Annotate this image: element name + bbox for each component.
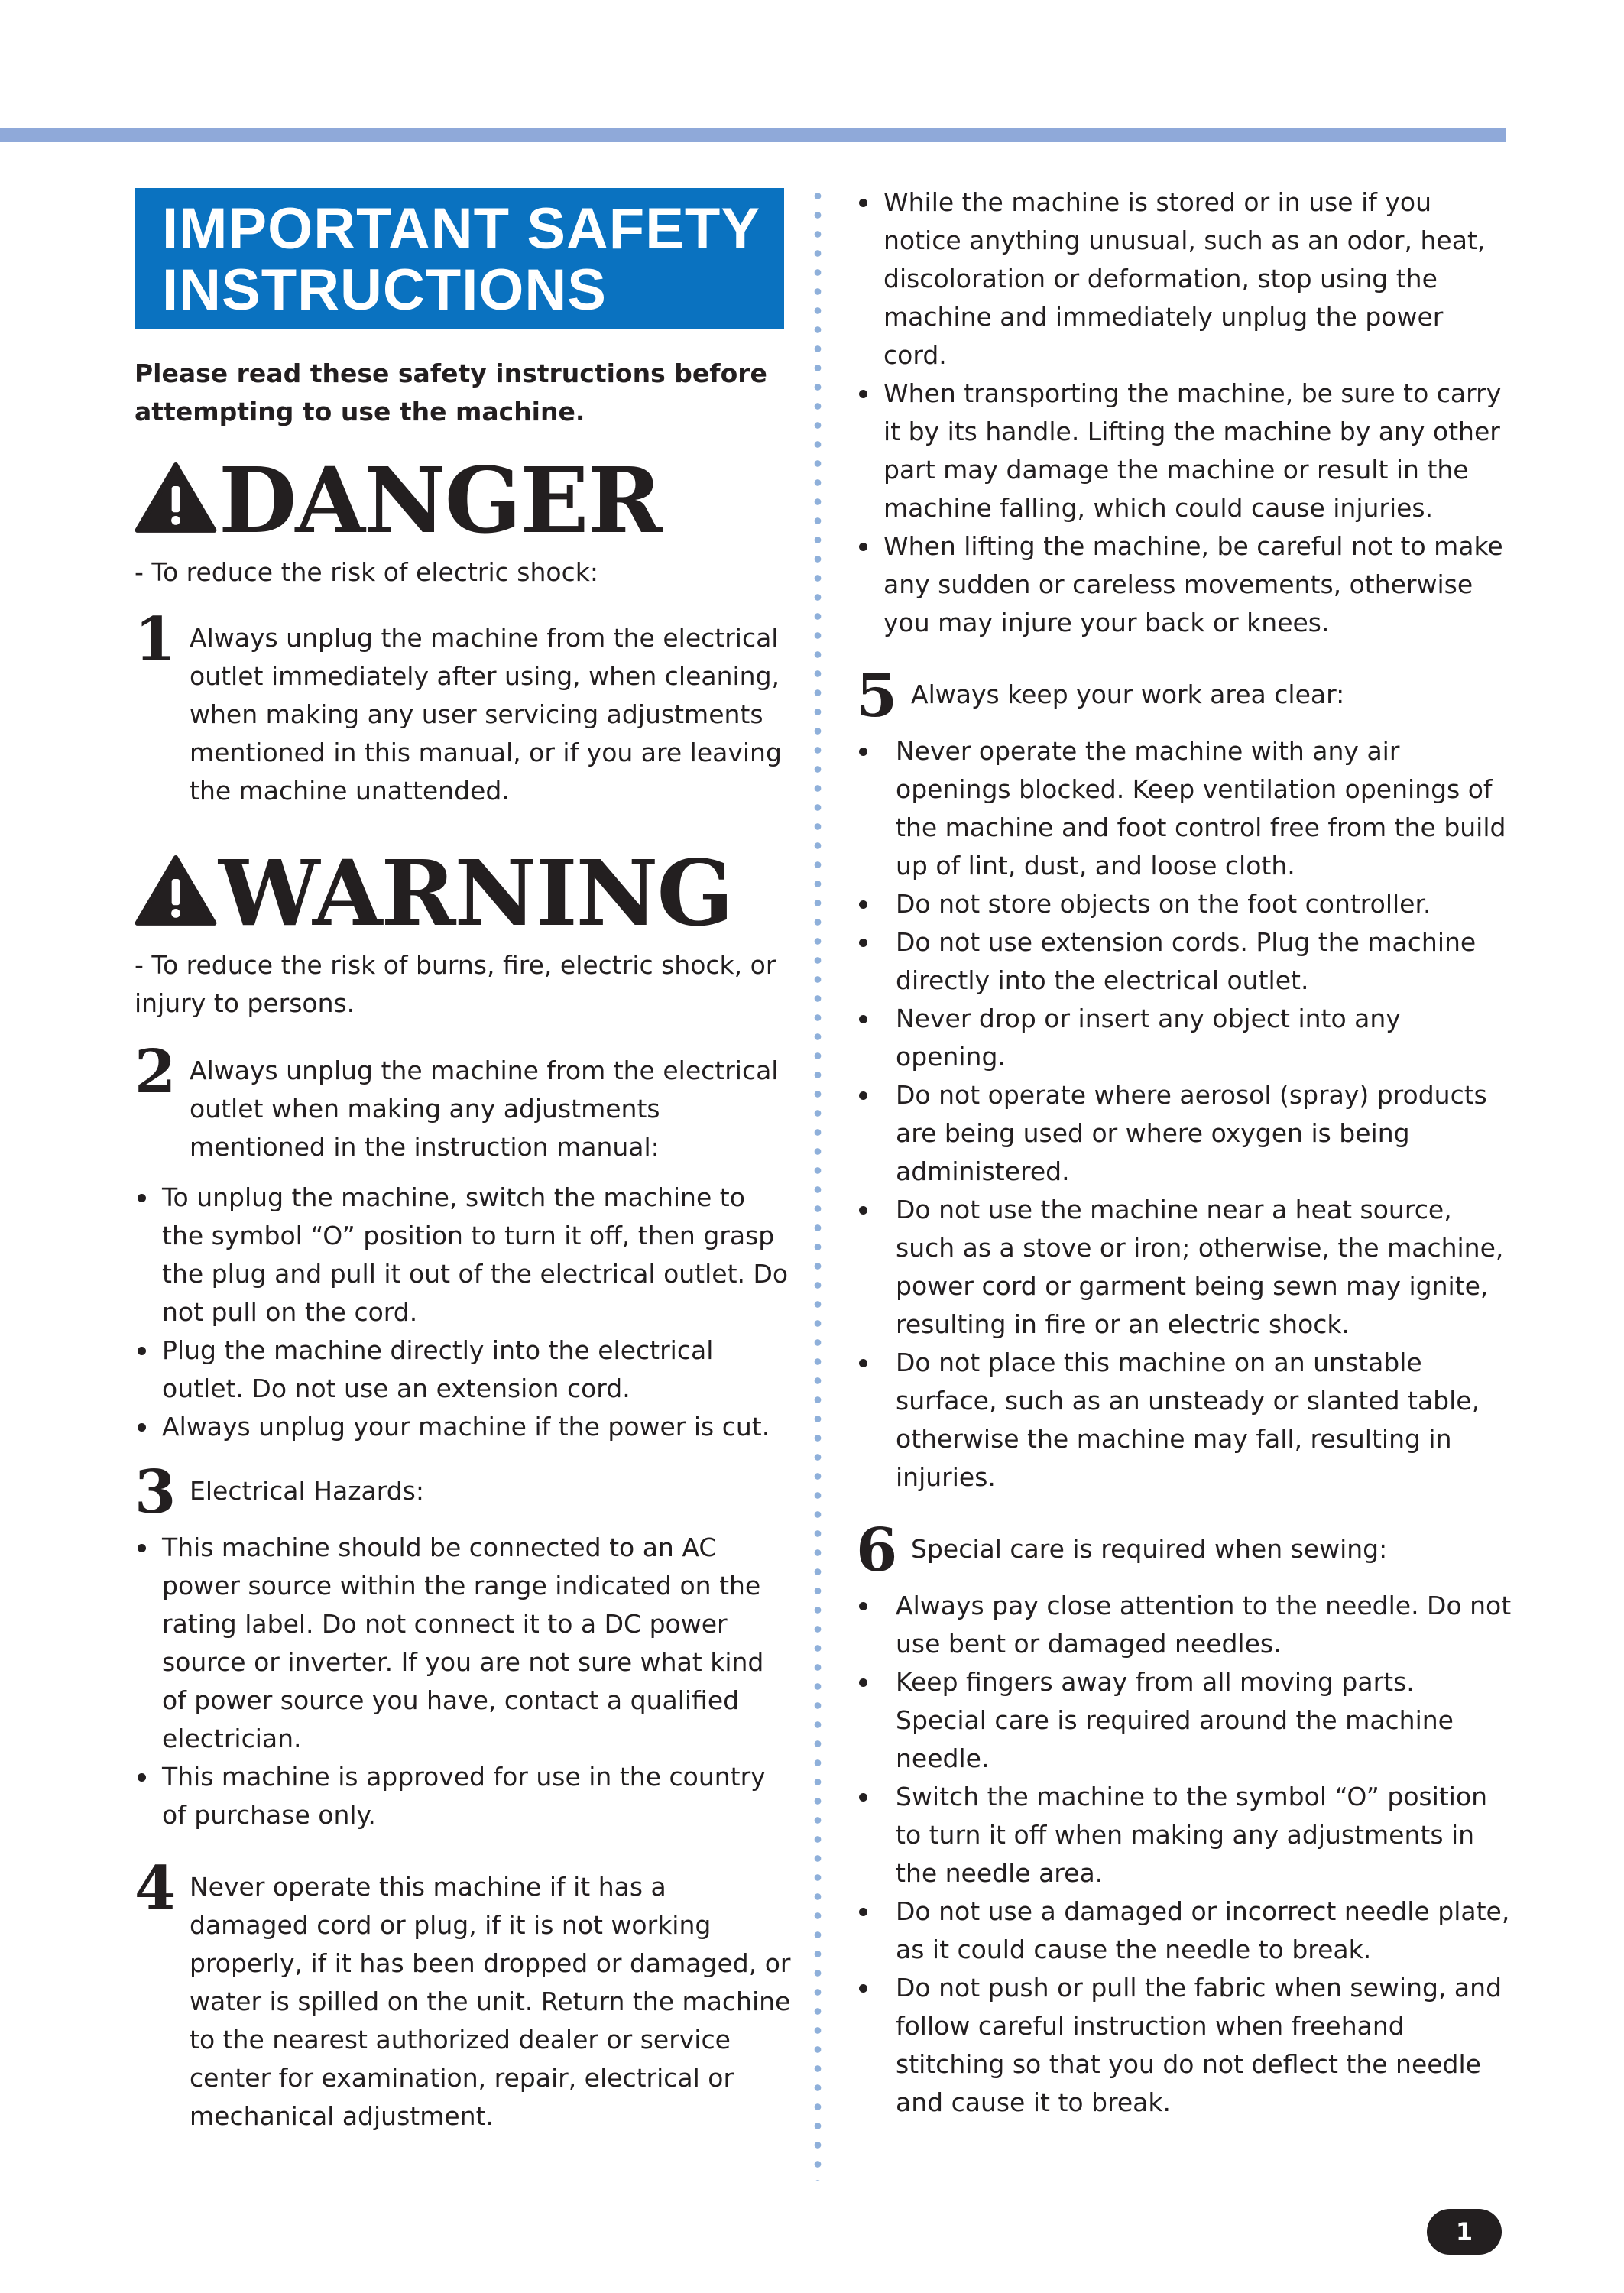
item-text: Never operate this machine if it has a damaged cord or plug, if it is not working properly, if it has been dropped or damaged, or water is spilled on the unit. Return the machine to the nearest authorized dealer or service center for examination, repair, electrical or mechanical adjustment. (190, 1872, 791, 2131)
page-number: 1 (1427, 2209, 1502, 2255)
item-text: Special care is required when sewing: (911, 1534, 1388, 1564)
item-1 (135, 605, 792, 810)
list-item: Plug the machine directly into the electrical outlet. Do not use an extension cord. (135, 1331, 792, 1408)
title-line-2: INSTRUCTIONS (162, 258, 607, 323)
title-line-1: IMPORTANT SAFETY (162, 196, 761, 261)
item-number: 6 (856, 1516, 898, 1585)
danger-heading (135, 447, 792, 553)
item-4-bullets (856, 183, 1513, 642)
item-2-bullets (135, 1179, 792, 1446)
danger-word: DANGER (219, 447, 661, 553)
list-item: Keep fingers away from all moving parts. Special care is required around the machine needle. (856, 1663, 1513, 1778)
list-item: This machine is approved for use in the country of purchase only. (135, 1758, 792, 1834)
list-item: While the machine is stored or in use if you notice anything unusual, such as an odor, heat, discoloration or deformation, stop using the machine and immediately unplug the power cord. (856, 183, 1513, 375)
list-item: When transporting the machine, be sure to carry it by its handle. Lifting the machine by any other part may damage the machine or result in the machine falling, which could cause injuries. (856, 375, 1513, 527)
list-item: Do not use extension cords. Plug the machine directly into the electrical outlet. (856, 923, 1513, 1000)
item-number: 2 (135, 1037, 177, 1107)
list-item: Do not use a damaged or incorrect needle plate, as it could cause the needle to break. (856, 1892, 1513, 1969)
list-item: To unplug the machine, switch the machine to the symbol “O” position to turn it off, then grasp the plug and pull it out of the electrical outlet. Do not pull on the cord. (135, 1179, 792, 1331)
item-number: 3 (135, 1458, 177, 1527)
list-item: Do not push or pull the fabric when sewing, and follow careful instruction when freehand stitching so that you do not deflect the needle and cause it to break. (856, 1969, 1513, 2122)
item-text: Always unplug the machine from the electrical outlet when making any adjustments mentioned in the instruction manual: (190, 1056, 779, 1162)
item-6 (856, 1516, 1513, 1585)
list-item: Switch the machine to the symbol “O” position to turn it off when making any adjustments in the needle area. (856, 1778, 1513, 1892)
item-number: 1 (135, 605, 177, 674)
item-4 (135, 1854, 792, 2136)
warning-word: WARNING (219, 840, 733, 946)
item-text: Always unplug the machine from the electrical outlet immediately after using, when cleaning, when making any user servicing adjustments mentioned in this manual, or if you are leaving the machine unattended. (190, 623, 782, 806)
top-rule (0, 128, 1506, 142)
item-number: 4 (135, 1854, 177, 1923)
item-2 (135, 1037, 792, 1166)
item-number: 5 (856, 661, 898, 731)
page-title (135, 188, 784, 329)
danger-lead: - To reduce the risk of electric shock: (135, 557, 598, 587)
warning-triangle-icon (135, 855, 217, 926)
left-column (135, 188, 792, 2136)
intro-text: Please read these safety instructions before attempting to use the machine. (135, 358, 767, 426)
list-item: Do not operate where aerosol (spray) products are being used or where oxygen is being administered. (856, 1076, 1513, 1191)
list-item: This machine should be connected to an AC power source within the range indicated on the rating label. Do not connect it to a DC power source or inverter. If you are not sure what kind of power source you have, contact a qualified electrician. (135, 1529, 792, 1758)
item-text: Electrical Hazards: (190, 1476, 424, 1506)
list-item: Always unplug your machine if the power is cut. (135, 1408, 792, 1446)
item-text: Always keep your work area clear: (911, 679, 1345, 709)
item-3 (135, 1458, 792, 1527)
list-item: Never operate the machine with any air openings blocked. Keep ventilation openings of the machine and foot control free from the build up of lint, dust, and loose cloth. (856, 732, 1513, 885)
right-column (856, 183, 1513, 2122)
list-item: Do not store objects on the foot controller. (856, 885, 1513, 923)
item-5-bullets (856, 732, 1513, 1497)
item-5 (856, 661, 1513, 731)
warning-heading (135, 840, 792, 946)
list-item: Always pay close attention to the needle. Do not use bent or damaged needles. (856, 1587, 1513, 1663)
item-6-bullets (856, 1587, 1513, 2122)
list-item: Do not use the machine near a heat source, such as a stove or iron; otherwise, the machine, power cord or garment being sewn may ignite, resulting in fire or an electric shock. (856, 1191, 1513, 1344)
column-divider (812, 186, 824, 2181)
item-3-bullets (135, 1529, 792, 1834)
list-item: Never drop or insert any object into any opening. (856, 1000, 1513, 1076)
list-item: When lifting the machine, be careful not to make any sudden or careless movements, otherwise you may injure your back or knees. (856, 527, 1513, 642)
warning-lead: - To reduce the risk of burns, fire, electric shock, or injury to persons. (135, 950, 776, 1018)
warning-triangle-icon (135, 462, 217, 534)
list-item: Do not place this machine on an unstable surface, such as an unsteady or slanted table, otherwise the machine may fall, resulting in injuries. (856, 1344, 1513, 1497)
